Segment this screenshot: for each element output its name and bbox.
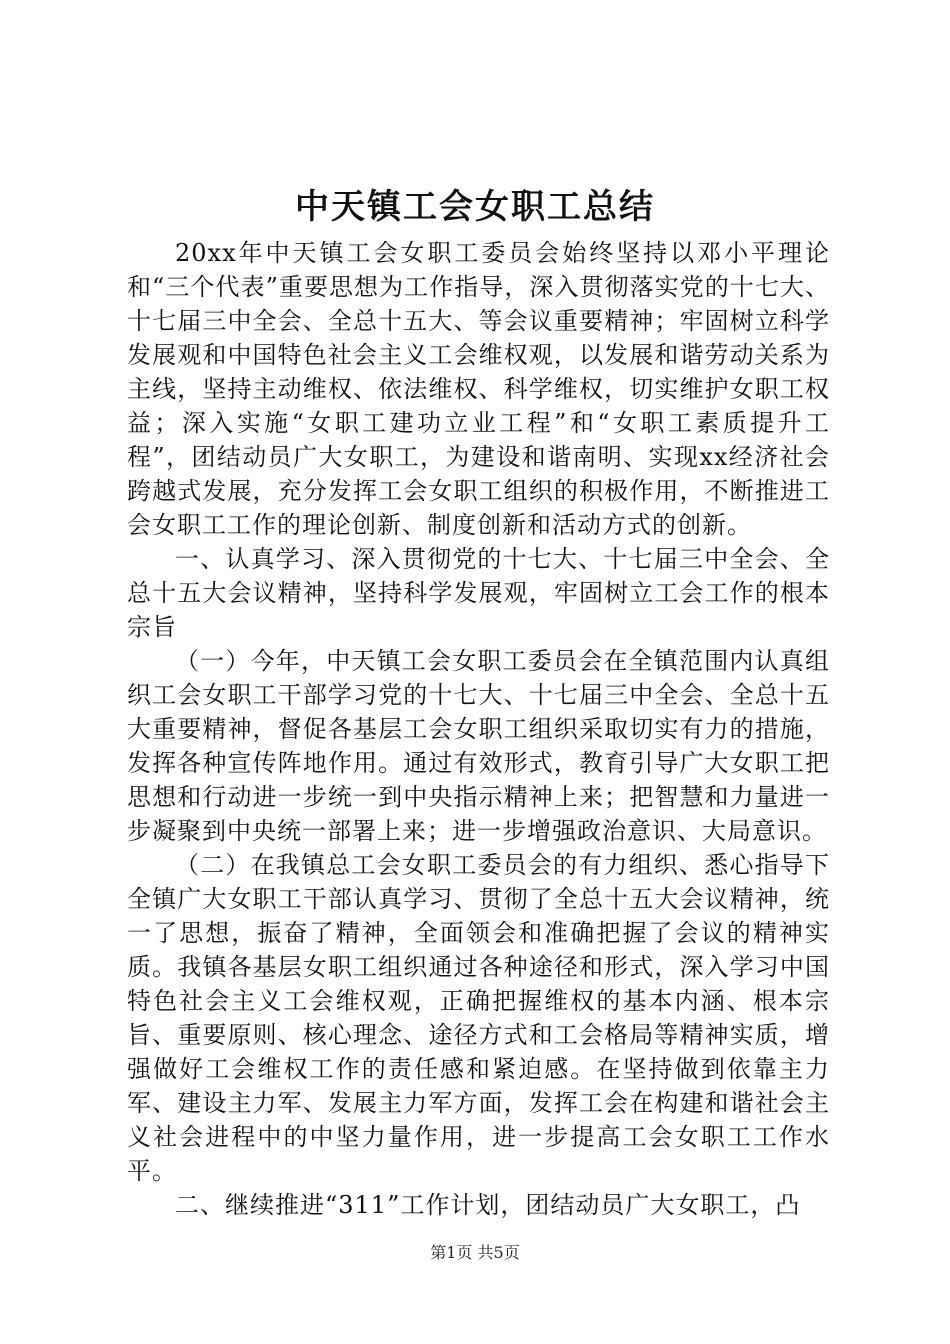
section-heading-1: 一、认真学习、深入贯彻党的十七大、十七届三中全会、全总十五大会议精神，坚持科学发展观，牢固树立工会工作的根本宗旨 <box>127 545 830 641</box>
paragraph-1-2: （二）在我镇总工会女职工委员会的有力组织、悉心指导下全镇广大女职工干部认真学习、贯彻了全总十五大会议精神，统一了思想，振奋了精神，全面领会和准确把握了会议的精神实质。我镇各基层女职工组织通过各种途径和形式，深入学习中国特色社会主义工会维权观，正确把握维权的基本内涵、根本宗旨、重要原则、核心理念、途径方式和工会格局等精神实质，增强做好工会维权工作的责任感和紧迫感。在坚持做到依靠主力军、建设主力军、发展主力军方面，发挥工会在构建和谐社会主义社会进程中的中坚力量作用，进一步提高工会女职工工作水平。 <box>127 851 830 1185</box>
document-title: 中天镇工会女职工总结 <box>295 187 655 227</box>
section-heading-2: 二、继续推进“311”工作计划，团结动员广大女职工，凸 <box>175 1191 801 1219</box>
paragraph-intro: 20xx年中天镇工会女职工委员会始终坚持以邓小平理论和“三个代表”重要思想为工作指导，深入贯彻落实党的十七大、十七届三中全会、全总十五大、等会议重要精神；牢固树立科学发展观和中国特色社会主义工会维权观，以发展和谐劳动关系为主线，坚持主动维权、依法维权、科学维权，切实维护女职工权益；深入实施“女职工建功立业工程”和“女职工素质提升工程”，团结动员广大女职工，为建设和谐南明、实现xx经济社会跨越式发展，充分发挥工会女职工组织的积极作用，不断推进工会女职工工作的理论创新、制度创新和活动方式的创新。 <box>127 239 830 539</box>
paragraph-1-1: （一）今年，中天镇工会女职工委员会在全镇范围内认真组织工会女职工干部学习党的十七大、十七届三中全会、全总十五大重要精神，督促各基层工会女职工组织采取切实有力的措施，发挥各种宣传阵地作用。通过有效形式，教育引导广大女职工把思想和行动进一步统一到中央指示精神上来；把智慧和力量进一步凝聚到中央统一部署上来；进一步增强政治意识、大局意识。 <box>127 647 830 845</box>
document-body <box>127 236 830 1222</box>
page-footer: 第1页 共5页 <box>430 1243 520 1262</box>
